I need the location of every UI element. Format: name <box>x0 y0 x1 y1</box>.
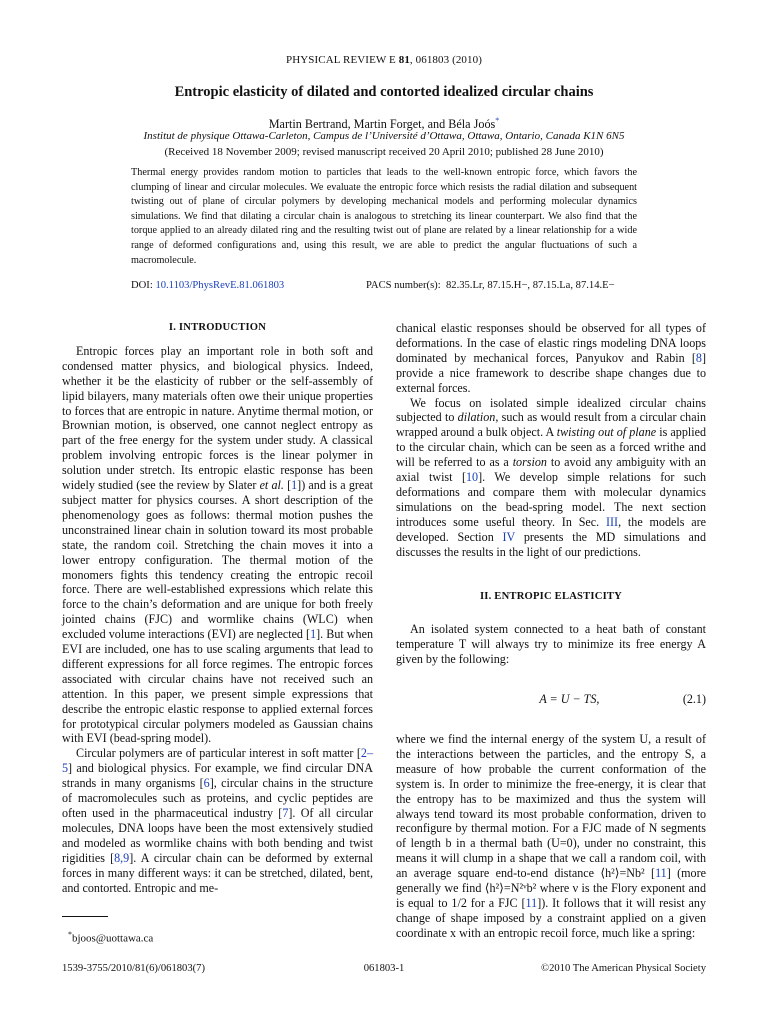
equation-number: (2.1) <box>682 692 706 707</box>
equation-spacer <box>396 692 456 707</box>
footnote-email[interactable]: bjoos@uottawa.ca <box>72 932 154 945</box>
text-run: presents the MD simulations and discusses the results in the light of our predictions. <box>396 529 706 559</box>
right-paragraph-1 <box>396 321 706 396</box>
paper-title: Entropic elasticity of dilated and contorted idealized circular chains <box>174 84 594 100</box>
text-run: ]) and is a great subject matter for physics courses. A short description of the phenomenology goes as follows: thermal motion pushes the unconstrained linear chain in solution toward its most probable state, the random coil. Stretching the chain moves it into a lower entropy configuration. The thermal motion of the monomers fights this tendency creating the entropic recoil force. There are well-established expressions which relate this force to the chain’s deformation and are unique for both freely jointed chains (FJC) and wormlike chains (WLC) when excluded volume interactions (EVI) are neglected [ <box>62 478 374 642</box>
journal-volume: 81 <box>398 54 410 66</box>
text-run: ] (more generally we find ⟨h²⟩=N²ᵛb² where ν is the Flory exponent and is equal to 1/2 for a FJC [ <box>396 866 706 910</box>
pacs-line <box>366 280 615 291</box>
text-run: , such as would result from a circular chain wrapped around a bulk object. A <box>396 410 707 440</box>
journal-header <box>0 54 768 66</box>
section-link[interactable]: III <box>605 514 619 529</box>
doi-line <box>131 280 284 291</box>
text-run: ]. A circular chain can be deformed by external forces in many different ways: it can be stretched, dilated, bent, and contorted. Entropic and me- <box>62 850 374 895</box>
abstract: Thermal energy provides random motion to particles that leads to the well-known entropic force, which favors the clumping of linear and circular molecules. We evaluate the entropic force which resists the radial dilation and subsequent twisting out of plane of circular polymers by developing mechanical models and performing molecular dynamics simulations. We find that dilating a circular chain is analogous to stretching its linear counterpart. We also find that the torque applied to an already dilated ring and the resulting twist out of plane are related by a linear relationship for a wide range of deformed configurations and, using this result, we are able to predict the angular fluctuations of such a macromolecule. <box>131 167 637 266</box>
text-run: ] and biological physics. For example, we find circular DNA strands in many organisms [ <box>62 761 373 791</box>
citation-link[interactable]: 1 <box>310 627 317 642</box>
text-run: ]. But when EVI are included, one has to use scaling arguments that lead to different expressions for all force regimes. The entropic forces associated with circular chains have not received such an attention. In this paper, we present simple expressions that describe the entropic elastic response to applied external forces for prototypical circular polymers modeled as Gaussian chains with EVI (bead-spring model). <box>62 627 373 746</box>
intro-paragraph-2 <box>62 746 373 895</box>
pacs-numbers: 82.35.Lr, 87.15.H−, 87.15.La, 87.14.E− <box>445 280 615 291</box>
text-run-italic: twisting out of plane <box>556 425 657 440</box>
footnote-mark: * <box>68 930 72 939</box>
footer-issn: 1539-3755/2010/81(6)/061803(7) <box>62 963 206 974</box>
section-heading-introduction: I. INTRODUCTION <box>168 322 267 333</box>
footer-copyright: ©2010 The American Physical Society <box>541 963 706 974</box>
text-run: where we find the internal energy of the system U, a result of the interactions between the particles, and the entropy S, a measure of how probable the current conformation of the system is. In order to minimize the free-energy, it is clear that the entropy has to be maximized and thus the system will always tend toward its most probable conformation, driven to reconfigure by thermal motion. For a FJC made of N segments of length b in a thermal bath (U=0), under no constraint, this means it will clump in a shape that we call a random coil, with an average square end-to-end distance ⟨h²⟩=Nb² [ <box>396 732 706 881</box>
affiliation: Institut de physique Ottawa-Carleton, Campus de l’Université d’Ottawa, Ottawa, Ontario, Canada K1N 6N5 <box>143 130 625 142</box>
text-run: Circular polymers are of particular interest in soft matter [ <box>76 746 361 761</box>
text-run: is applied to the circular chain, which can be seen as a forced writhe and will be referred to as a <box>396 425 706 470</box>
section-heading-entropic-elasticity: II. ENTROPIC ELASTICITY <box>479 590 623 602</box>
text-run: ]. We develop simple relations for such deformations and compare them with molecular dynamics simulations on the bead-spring model. The next section introduces some useful theory. In Sec. <box>396 470 706 529</box>
citation-link[interactable]: 8,9 <box>114 850 130 865</box>
text-run: Entropic forces play an important role in both soft and condensed matter physics, and biological physics. Indeed, whether it be the elasticity of rubber or the self-assembly of lipid bilayers, many materials often owe their unique properties to forces that are entropic in nature. Anytime thermal motion, or Brownian motion, is observed, one cannot neglect entropy as part of the free energy for the system under study. A classical problem involving entropic forces is the linear polymer in solution under stretch. Its entropic elastic response has been widely studied (see the review by Slater <box>62 343 373 493</box>
journal-pages: , 061803 (2010) <box>409 54 482 66</box>
citation-link[interactable]: 10 <box>466 470 479 485</box>
right-paragraph-2 <box>396 396 706 560</box>
text-run-italic: dilation <box>457 410 496 425</box>
text-run-italic: et al. <box>259 478 284 493</box>
footer-page-number: 061803-1 <box>363 963 405 974</box>
text-run: We focus on isolated simple idealized circular chains subjected to <box>396 395 706 425</box>
journal-name: PHYSICAL REVIEW E <box>285 54 396 66</box>
text-run: ] provide a nice framework to describe shape changes due to external forces. <box>396 350 706 395</box>
text-run: ]). It follows that it will resist any change of shape imposed by a constraint applied on a given coordinate x with an entropic recoil force, much like a spring: <box>396 896 706 940</box>
right-paragraph-3: An isolated system connected to a heat bath of constant temperature T will always try to minimize its free energy A given by the following: <box>396 622 706 667</box>
left-column <box>62 321 373 895</box>
footnote <box>68 930 153 945</box>
authors-text: Martin Bertrand, Martin Forget, and Béla Joós <box>268 117 496 132</box>
citation-link[interactable]: 11 <box>525 896 538 910</box>
footnote-rule <box>62 916 108 917</box>
citation-link[interactable]: 7 <box>282 806 289 820</box>
text-run-italic: torsion <box>512 455 547 470</box>
received-dates: (Received 18 November 2009; revised manuscript received 20 April 2010; published 28 June 2010) <box>164 146 604 158</box>
text-run: chanical elastic responses should be observed for all types of deformations. In the case of elastic rings modeling DNA loops dominated by mechanical forces, Panyukov and Rabin [ <box>396 321 706 365</box>
citation-link[interactable]: 2–5 <box>62 746 373 776</box>
text-run: ]. Of all circular molecules, DNA loops have been the most extensively studied and modeled as wormlike chains with both bending and twist rigidities [ <box>62 806 373 865</box>
text-run: , the models are developed. Section <box>396 514 706 544</box>
intro-paragraph-1 <box>62 344 373 746</box>
doi-label: DOI: <box>131 280 153 291</box>
section-link[interactable]: IV <box>502 529 516 544</box>
text-run: ], circular chains in the structure of macromolecules such as proteins, and cyclic peptides are often used in the pharmaceutical industry [ <box>62 776 374 820</box>
equation-formula: A = U − TS, <box>539 692 600 707</box>
text-run: to avoid any ambiguity with an axial twist [ <box>396 455 706 485</box>
author-footnote-link[interactable]: * <box>495 116 500 125</box>
citation-link[interactable]: 8 <box>695 350 702 365</box>
doi-link[interactable]: 10.1103/PhysRevE.81.061803 <box>155 280 285 291</box>
right-column <box>396 321 706 941</box>
text-run: [ <box>283 478 292 493</box>
citation-link[interactable]: 1 <box>291 478 298 493</box>
citation-link[interactable]: 11 <box>655 866 667 881</box>
equation-2-1 <box>396 692 706 707</box>
right-paragraph-4 <box>396 732 706 941</box>
citation-link[interactable]: 6 <box>203 776 210 791</box>
pacs-label: PACS number(s): <box>366 280 441 291</box>
